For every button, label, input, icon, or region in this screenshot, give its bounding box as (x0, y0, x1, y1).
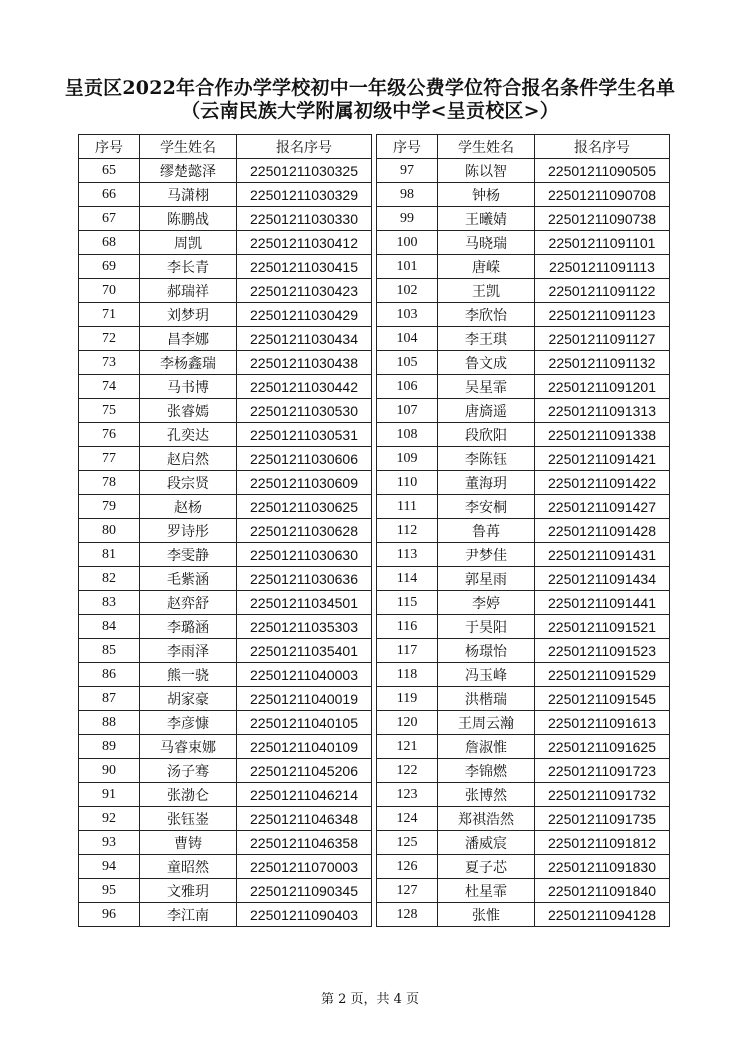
table-row (377, 855, 670, 879)
table-row (377, 327, 670, 351)
registration-number: 22501211030606 (237, 447, 372, 471)
table-row (377, 279, 670, 303)
row-number: 102 (377, 279, 438, 303)
registration-number: 22501211030434 (237, 327, 372, 351)
row-number: 68 (79, 231, 140, 255)
table-row (377, 879, 670, 903)
table-header-row (79, 135, 372, 159)
row-number: 123 (377, 783, 438, 807)
row-number: 75 (79, 399, 140, 423)
student-name: 李锦燃 (438, 759, 535, 783)
row-number: 103 (377, 303, 438, 327)
row-number: 109 (377, 447, 438, 471)
header-number: 序号 (79, 135, 140, 159)
registration-number: 22501211091441 (535, 591, 670, 615)
registration-number: 22501211090403 (237, 903, 372, 927)
row-number: 70 (79, 279, 140, 303)
registration-number: 22501211091421 (535, 447, 670, 471)
registration-number: 22501211091613 (535, 711, 670, 735)
student-name: 唐嵘 (438, 255, 535, 279)
table-row (377, 759, 670, 783)
row-number: 74 (79, 375, 140, 399)
student-name: 段宗贤 (140, 471, 237, 495)
table-row (79, 231, 372, 255)
row-number: 65 (79, 159, 140, 183)
student-name: 郝瑞祥 (140, 279, 237, 303)
student-name: 毛紫涵 (140, 567, 237, 591)
row-number: 100 (377, 231, 438, 255)
student-name: 夏子芯 (438, 855, 535, 879)
row-number: 112 (377, 519, 438, 543)
student-name: 王曦婧 (438, 207, 535, 231)
table-row (377, 303, 670, 327)
row-number: 108 (377, 423, 438, 447)
table-row (377, 471, 670, 495)
row-number: 98 (377, 183, 438, 207)
student-name: 汤子骞 (140, 759, 237, 783)
student-name: 李婷 (438, 591, 535, 615)
table-row (377, 519, 670, 543)
student-name: 周凯 (140, 231, 237, 255)
row-number: 91 (79, 783, 140, 807)
row-number: 107 (377, 399, 438, 423)
registration-number: 22501211091127 (535, 327, 670, 351)
registration-number: 22501211030415 (237, 255, 372, 279)
registration-number: 22501211091840 (535, 879, 670, 903)
table-row (79, 639, 372, 663)
student-name: 杜星霏 (438, 879, 535, 903)
registration-number: 22501211040003 (237, 663, 372, 687)
row-number: 104 (377, 327, 438, 351)
student-name: 陈以智 (438, 159, 535, 183)
student-name: 鲁文成 (438, 351, 535, 375)
row-number: 111 (377, 495, 438, 519)
table-row (377, 543, 670, 567)
registration-number: 22501211030438 (237, 351, 372, 375)
row-number: 124 (377, 807, 438, 831)
student-name: 唐旖遥 (438, 399, 535, 423)
student-name: 马晓瑞 (438, 231, 535, 255)
student-name: 鲁苒 (438, 519, 535, 543)
student-name: 缪楚懿泽 (140, 159, 237, 183)
row-number: 84 (79, 615, 140, 639)
row-number: 114 (377, 567, 438, 591)
student-name: 赵启然 (140, 447, 237, 471)
row-number: 101 (377, 255, 438, 279)
student-name: 孔奕达 (140, 423, 237, 447)
row-number: 85 (79, 639, 140, 663)
student-name: 吴星霏 (438, 375, 535, 399)
registration-number: 22501211091428 (535, 519, 670, 543)
table-row (79, 159, 372, 183)
registration-number: 22501211091735 (535, 807, 670, 831)
registration-number: 22501211091830 (535, 855, 670, 879)
table-row (79, 855, 372, 879)
student-name: 郭星雨 (438, 567, 535, 591)
row-number: 81 (79, 543, 140, 567)
row-number: 87 (79, 687, 140, 711)
student-name: 李江南 (140, 903, 237, 927)
table-row (377, 567, 670, 591)
registration-number: 22501211035303 (237, 615, 372, 639)
registration-number: 22501211030530 (237, 399, 372, 423)
table-row (377, 351, 670, 375)
registration-number: 22501211094128 (535, 903, 670, 927)
registration-number: 22501211090345 (237, 879, 372, 903)
registration-number: 22501211091521 (535, 615, 670, 639)
row-number: 119 (377, 687, 438, 711)
registration-number: 22501211030636 (237, 567, 372, 591)
row-number: 82 (79, 567, 140, 591)
registration-number: 22501211030442 (237, 375, 372, 399)
registration-number: 22501211091723 (535, 759, 670, 783)
document-title: 呈贡区2022年合作办学学校初中一年级公费学位符合报名条件学生名单 (64, 77, 676, 99)
registration-number: 22501211090708 (535, 183, 670, 207)
student-name: 洪楷瑞 (438, 687, 535, 711)
student-name: 文雅玥 (140, 879, 237, 903)
registration-number: 22501211030609 (237, 471, 372, 495)
registration-number: 22501211040105 (237, 711, 372, 735)
table-row (377, 399, 670, 423)
table-row (79, 903, 372, 927)
header-number: 序号 (377, 135, 438, 159)
student-name: 张钰崟 (140, 807, 237, 831)
table-row (79, 255, 372, 279)
table-row (377, 807, 670, 831)
registration-number: 22501211034501 (237, 591, 372, 615)
registration-number: 22501211030625 (237, 495, 372, 519)
row-number: 120 (377, 711, 438, 735)
row-number: 125 (377, 831, 438, 855)
table-row (79, 687, 372, 711)
table-row (79, 447, 372, 471)
row-number: 105 (377, 351, 438, 375)
registration-number: 22501211030531 (237, 423, 372, 447)
table-row (377, 903, 670, 927)
student-name: 李璐涵 (140, 615, 237, 639)
table-row (377, 591, 670, 615)
table-row (79, 663, 372, 687)
student-name: 赵弈舒 (140, 591, 237, 615)
header-student-name: 学生姓名 (438, 135, 535, 159)
table-row (79, 759, 372, 783)
table-row (377, 207, 670, 231)
row-number: 80 (79, 519, 140, 543)
registration-number: 22501211090738 (535, 207, 670, 231)
registration-number: 22501211091523 (535, 639, 670, 663)
registration-number: 22501211091427 (535, 495, 670, 519)
registration-number: 22501211030429 (237, 303, 372, 327)
row-number: 71 (79, 303, 140, 327)
student-name: 董海玥 (438, 471, 535, 495)
row-number: 66 (79, 183, 140, 207)
table-row (79, 471, 372, 495)
page-footer: 第 2 页，共 4 页 (320, 992, 420, 1007)
roster-table-left (78, 134, 372, 927)
row-number: 93 (79, 831, 140, 855)
row-number: 67 (79, 207, 140, 231)
student-name: 杨璟怡 (438, 639, 535, 663)
registration-number: 22501211091732 (535, 783, 670, 807)
table-row (79, 735, 372, 759)
student-name: 郑祺浩然 (438, 807, 535, 831)
student-name: 赵杨 (140, 495, 237, 519)
registration-number: 22501211091122 (535, 279, 670, 303)
registration-number: 22501211091313 (535, 399, 670, 423)
student-name: 罗诗彤 (140, 519, 237, 543)
student-name: 冯玉峰 (438, 663, 535, 687)
registration-number: 22501211091101 (535, 231, 670, 255)
registration-number: 22501211030630 (237, 543, 372, 567)
student-name: 胡家豪 (140, 687, 237, 711)
table-row (377, 711, 670, 735)
row-number: 89 (79, 735, 140, 759)
registration-number: 22501211091434 (535, 567, 670, 591)
student-name: 昌李娜 (140, 327, 237, 351)
table-row (79, 807, 372, 831)
table-row (377, 735, 670, 759)
student-name: 潘威宸 (438, 831, 535, 855)
row-number: 117 (377, 639, 438, 663)
row-number: 90 (79, 759, 140, 783)
table-row (79, 183, 372, 207)
student-name: 曹铸 (140, 831, 237, 855)
row-number: 122 (377, 759, 438, 783)
row-number: 121 (377, 735, 438, 759)
row-number: 99 (377, 207, 438, 231)
table-row (377, 495, 670, 519)
table-row (79, 543, 372, 567)
student-name: 李彦慷 (140, 711, 237, 735)
row-number: 76 (79, 423, 140, 447)
registration-number: 22501211045206 (237, 759, 372, 783)
registration-number: 22501211046348 (237, 807, 372, 831)
table-row (79, 279, 372, 303)
student-name: 张睿嫣 (140, 399, 237, 423)
registration-number: 22501211035401 (237, 639, 372, 663)
table-row (377, 423, 670, 447)
registration-number: 22501211091625 (535, 735, 670, 759)
header-student-name: 学生姓名 (140, 135, 237, 159)
registration-number: 22501211091529 (535, 663, 670, 687)
row-number: 95 (79, 879, 140, 903)
registration-number: 22501211091123 (535, 303, 670, 327)
row-number: 106 (377, 375, 438, 399)
registration-number: 22501211091338 (535, 423, 670, 447)
row-number: 115 (377, 591, 438, 615)
student-name: 王凯 (438, 279, 535, 303)
table-row (79, 207, 372, 231)
table-row (377, 783, 670, 807)
row-number: 86 (79, 663, 140, 687)
row-number: 97 (377, 159, 438, 183)
table-row (377, 159, 670, 183)
roster-table-right (376, 134, 670, 927)
row-number: 118 (377, 663, 438, 687)
table-row (79, 831, 372, 855)
table-row (377, 687, 670, 711)
student-name: 李陈钰 (438, 447, 535, 471)
registration-number: 22501211091132 (535, 351, 670, 375)
row-number: 69 (79, 255, 140, 279)
student-name: 陈鹏战 (140, 207, 237, 231)
table-row (79, 423, 372, 447)
table-row (377, 615, 670, 639)
header-registration-no: 报名序号 (237, 135, 372, 159)
table-row (377, 447, 670, 471)
registration-number: 22501211030330 (237, 207, 372, 231)
registration-number: 22501211030628 (237, 519, 372, 543)
student-name: 于昊阳 (438, 615, 535, 639)
student-name: 尹梦佳 (438, 543, 535, 567)
registration-number: 22501211030412 (237, 231, 372, 255)
row-number: 113 (377, 543, 438, 567)
table-row (79, 327, 372, 351)
table-row (79, 519, 372, 543)
student-name: 熊一骁 (140, 663, 237, 687)
registration-number: 22501211040109 (237, 735, 372, 759)
document-subtitle: （云南民族大学附属初级中学<呈贡校区>） (181, 100, 559, 122)
table-row (79, 711, 372, 735)
student-name: 童昭然 (140, 855, 237, 879)
student-name: 马睿束娜 (140, 735, 237, 759)
student-name: 钟杨 (438, 183, 535, 207)
registration-number: 22501211030325 (237, 159, 372, 183)
table-row (79, 303, 372, 327)
registration-number: 22501211090505 (535, 159, 670, 183)
row-number: 128 (377, 903, 438, 927)
row-number: 110 (377, 471, 438, 495)
table-row (377, 663, 670, 687)
row-number: 88 (79, 711, 140, 735)
row-number: 126 (377, 855, 438, 879)
table-row (377, 831, 670, 855)
table-row (79, 351, 372, 375)
student-name: 马书博 (140, 375, 237, 399)
registration-number: 22501211091113 (535, 255, 670, 279)
table-row (79, 375, 372, 399)
row-number: 77 (79, 447, 140, 471)
row-number: 73 (79, 351, 140, 375)
student-name: 张惟 (438, 903, 535, 927)
student-name: 李王琪 (438, 327, 535, 351)
student-name: 张博然 (438, 783, 535, 807)
student-name: 段欣阳 (438, 423, 535, 447)
table-row (79, 567, 372, 591)
header-registration-no: 报名序号 (535, 135, 670, 159)
registration-number: 22501211091431 (535, 543, 670, 567)
registration-number: 22501211040019 (237, 687, 372, 711)
student-name: 李长青 (140, 255, 237, 279)
registration-number: 22501211030329 (237, 183, 372, 207)
table-row (79, 879, 372, 903)
student-name: 李安桐 (438, 495, 535, 519)
student-name: 李雯静 (140, 543, 237, 567)
row-number: 94 (79, 855, 140, 879)
registration-number: 22501211046214 (237, 783, 372, 807)
table-row (377, 639, 670, 663)
row-number: 83 (79, 591, 140, 615)
table-row (377, 231, 670, 255)
row-number: 92 (79, 807, 140, 831)
table-row (377, 255, 670, 279)
registration-number: 22501211091812 (535, 831, 670, 855)
registration-number: 22501211046358 (237, 831, 372, 855)
student-name: 李杨鑫瑞 (140, 351, 237, 375)
student-name: 李雨泽 (140, 639, 237, 663)
table-row (377, 375, 670, 399)
table-row (79, 783, 372, 807)
table-row (79, 615, 372, 639)
registration-number: 22501211091422 (535, 471, 670, 495)
student-name: 张渤仑 (140, 783, 237, 807)
student-name: 王周云瀚 (438, 711, 535, 735)
student-name: 刘梦玥 (140, 303, 237, 327)
student-name: 李欣怡 (438, 303, 535, 327)
row-number: 127 (377, 879, 438, 903)
row-number: 96 (79, 903, 140, 927)
table-header-row (377, 135, 670, 159)
registration-number: 22501211070003 (237, 855, 372, 879)
row-number: 72 (79, 327, 140, 351)
registration-number: 22501211091545 (535, 687, 670, 711)
registration-number: 22501211030423 (237, 279, 372, 303)
row-number: 116 (377, 615, 438, 639)
table-row (377, 183, 670, 207)
registration-number: 22501211091201 (535, 375, 670, 399)
student-name: 马潇栩 (140, 183, 237, 207)
table-row (79, 495, 372, 519)
table-row (79, 591, 372, 615)
student-name: 詹淑惟 (438, 735, 535, 759)
row-number: 79 (79, 495, 140, 519)
table-row (79, 399, 372, 423)
row-number: 78 (79, 471, 140, 495)
